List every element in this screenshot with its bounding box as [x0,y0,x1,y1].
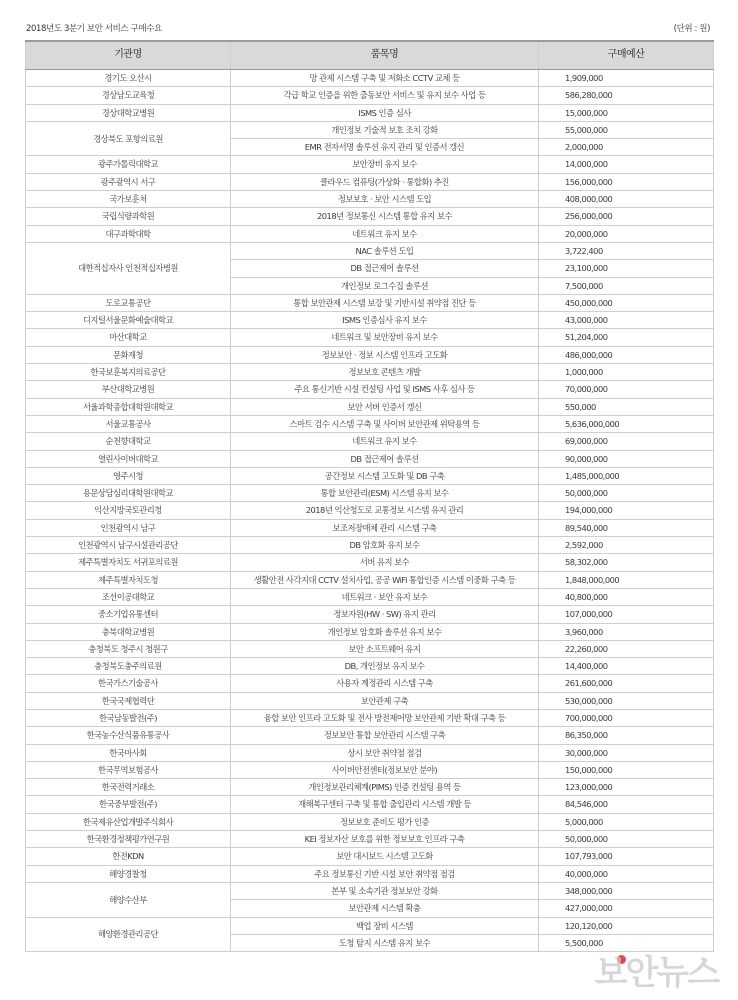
org-cell: 도로교통공단 [26,294,231,311]
table-row [26,242,714,259]
table-row [26,433,714,450]
org-cell: 한국무역보험공사 [26,761,231,778]
table-row [26,208,714,225]
org-cell: 대구과학대학 [26,225,231,242]
org-cell: 충청북도 청주시 청원구 [26,640,231,657]
budget-cell: 123,000,000 [539,779,714,796]
table-row [26,571,714,588]
table-row [26,294,714,311]
org-cell: 제주특별자치도 서귀포의료원 [26,554,231,571]
org-cell: 경기도 오산시 [26,70,231,87]
budget-cell: 408,000,000 [539,191,714,208]
org-cell: 경상북도 포항의료원 [26,121,231,156]
item-cell: 네트워크 · 보안 유지 보수 [231,588,539,605]
table-row [26,779,714,796]
table-row [26,346,714,363]
budget-cell: 20,000,000 [539,225,714,242]
org-cell: 한국중부발전(주) [26,796,231,813]
budget-cell: 348,000,000 [539,882,714,899]
item-cell: 백업 장비 시스템 [231,917,539,934]
table-row [26,104,714,121]
budget-cell: 14,000,000 [539,156,714,173]
item-cell: 보안 소프트웨어 유지 [231,640,539,657]
item-cell: KEI 정보자산 보호를 위한 정보보호 인프라 구축 [231,831,539,848]
org-cell: 문화재청 [26,346,231,363]
item-cell: 개인정보 로그수집 솔루션 [231,277,539,294]
item-cell: ISMS 인증 심사 [231,104,539,121]
budget-cell: 30,000,000 [539,744,714,761]
budget-cell: 3,722,400 [539,242,714,259]
org-cell: 해양경찰청 [26,865,231,882]
item-cell: 네트워크 유지 보수 [231,225,539,242]
org-cell: 한국가스기술공사 [26,675,231,692]
budget-cell: 50,000,000 [539,831,714,848]
budget-cell: 1,909,000 [539,70,714,87]
table-row [26,225,714,242]
org-cell: 한국제유산업개발주식회사 [26,813,231,830]
org-cell: 충북대학교병원 [26,623,231,640]
org-cell: 디지털서울문화예술대학교 [26,312,231,329]
org-cell: 경상대학교병원 [26,104,231,121]
budget-cell: 86,350,000 [539,727,714,744]
org-cell: 해양수산부 [26,882,231,917]
item-cell: 사용자 계정관리 시스템 구축 [231,675,539,692]
budget-cell: 261,600,000 [539,675,714,692]
org-cell: 서울교통공사 [26,415,231,432]
org-cell: 광주가톨릭대학교 [26,156,231,173]
table-row [26,882,714,899]
item-cell: 2018년 익산청도로 교통정보 시스템 유지 관리 [231,502,539,519]
budget-cell: 14,400,000 [539,658,714,675]
org-cell: 한국환경정책평가연구원 [26,831,231,848]
table-row [26,606,714,623]
item-cell: 보안관제 구축 [231,692,539,709]
table-row [26,865,714,882]
item-cell: 정보보호 · 보안 시스템 도입 [231,191,539,208]
header-item: 품목명 [231,41,539,70]
purchase-demand-table [25,40,714,952]
org-cell: 중소기업유통센터 [26,606,231,623]
table-row [26,519,714,536]
item-cell: 재해복구센터 구축 및 통합 출입관리 시스템 개발 등 [231,796,539,813]
budget-cell: 22,260,000 [539,640,714,657]
budget-cell: 486,000,000 [539,346,714,363]
budget-cell: 40,800,000 [539,588,714,605]
budget-cell: 120,120,000 [539,917,714,934]
item-cell: DB 암호화 유지 보수 [231,537,539,554]
budget-cell: 40,000,000 [539,865,714,882]
budget-cell: 1,485,000,000 [539,467,714,484]
budget-cell: 156,000,000 [539,173,714,190]
budget-cell: 427,000,000 [539,900,714,917]
budget-cell: 2,000,000 [539,139,714,156]
table-row [26,709,714,726]
item-cell: 망 관제 시스템 구축 및 저화소 CCTV 교체 등 [231,70,539,87]
item-cell: 정보자원(HW · SW) 유지 관리 [231,606,539,623]
budget-cell: 15,000,000 [539,104,714,121]
item-cell: DB 접근제어 솔루션 [231,260,539,277]
org-cell: 한국마사회 [26,744,231,761]
item-cell: 보안 서버 인증서 갱신 [231,398,539,415]
table-row [26,848,714,865]
org-cell: 영주시청 [26,467,231,484]
org-cell: 서울과학종합대학원대학교 [26,398,231,415]
table-row [26,467,714,484]
budget-cell: 256,000,000 [539,208,714,225]
header-org: 기관명 [26,41,231,70]
item-cell: 2018년 정보통신 시스템 통합 유지 보수 [231,208,539,225]
table-row [26,329,714,346]
item-cell: 서버 유지 보수 [231,554,539,571]
table-row [26,727,714,744]
table-row [26,312,714,329]
header-budget: 구매예산 [539,41,714,70]
table-row [26,796,714,813]
item-cell: 네트워크 유지 보수 [231,433,539,450]
item-cell: 본부 및 소속기관 정보보안 강화 [231,882,539,899]
org-cell: 대한적십자사 인천적십자병원 [26,242,231,294]
table-row [26,658,714,675]
item-cell: 네트워크 및 보안장비 유지 보수 [231,329,539,346]
table-caption: 2018년도 3분기 보안 서비스 구매수요 [26,24,162,34]
org-cell: 한국국제협력단 [26,692,231,709]
budget-cell: 150,000,000 [539,761,714,778]
item-cell: 주요 통신기반 시설 컨설팅 사업 및 ISMS 사후 심사 등 [231,381,539,398]
item-cell: 상시 보안 취약점 점검 [231,744,539,761]
item-cell: ISMS 인증심사 유지 보수 [231,312,539,329]
budget-cell: 51,204,000 [539,329,714,346]
budget-cell: 5,000,000 [539,813,714,830]
item-cell: 생활안전 사각지대 CCTV 설치사업, 공공 WiFi 통합인증 시스템 이중화 구축 등 [231,571,539,588]
table-row [26,450,714,467]
budget-cell: 89,540,000 [539,519,714,536]
item-cell: 정보보안 통합 보안관리 시스템 구축 [231,727,539,744]
org-cell: 충청북도충주의료원 [26,658,231,675]
table-body [26,70,714,952]
org-cell: 한국전력거래소 [26,779,231,796]
item-cell: DB, 개인정보 유지 보수 [231,658,539,675]
table-row [26,537,714,554]
item-cell: 주요 정보통신 기반 시설 보안 취약점 점검 [231,865,539,882]
item-cell: 정보보호 콘텐츠 개발 [231,364,539,381]
budget-cell: 50,000,000 [539,485,714,502]
item-cell: 사이버안전센터(정보보안 분야) [231,761,539,778]
org-cell: 국가보훈처 [26,191,231,208]
table-row [26,640,714,657]
org-cell: 조선이공대학교 [26,588,231,605]
item-cell: 공간정보 시스템 고도화 및 DB 구축 [231,467,539,484]
item-cell: 개인정보 기술적 보호 조치 강화 [231,121,539,138]
org-cell: 인천광역시 남구 [26,519,231,536]
table-row [26,502,714,519]
table-row [26,761,714,778]
item-cell: 정보보호 준비도 평가 인증 [231,813,539,830]
budget-cell: 194,000,000 [539,502,714,519]
budget-cell: 5,636,000,000 [539,415,714,432]
item-cell: 각급 학교 인증을 위한 출동보안 서비스 및 유지 보수 사업 등 [231,87,539,104]
table-row [26,692,714,709]
budget-cell: 700,000,000 [539,709,714,726]
budget-cell: 450,000,000 [539,294,714,311]
table-row [26,813,714,830]
org-cell: 용문상담심리대학원대학교 [26,485,231,502]
org-cell: 한국보훈복지의료공단 [26,364,231,381]
budget-cell: 550,000 [539,398,714,415]
item-cell: 통합 보안관리(ESM) 시스템 유지 보수 [231,485,539,502]
table-row [26,675,714,692]
org-cell: 익산지방국토관리청 [26,502,231,519]
item-cell: 개인정보 암호화 솔루션 유지 보수 [231,623,539,640]
budget-cell: 23,100,000 [539,260,714,277]
budget-cell: 2,592,000 [539,537,714,554]
table-row [26,364,714,381]
table-row [26,831,714,848]
org-cell: 한국농수산식품유통공사 [26,727,231,744]
table-row [26,121,714,138]
table-row [26,744,714,761]
budget-cell: 7,500,000 [539,277,714,294]
table-row [26,191,714,208]
item-cell: 보조저장매체 관리 시스템 구축 [231,519,539,536]
table-row [26,156,714,173]
table-row [26,588,714,605]
table-row [26,554,714,571]
org-cell: 제주특별자치도청 [26,571,231,588]
table-row [26,70,714,87]
item-cell: EMR 전자서명 솔루션 유지 관리 및 인증서 갱신 [231,139,539,156]
item-cell: 보안관제 시스템 확충 [231,900,539,917]
org-cell: 경상남도교육청 [26,87,231,104]
table-row [26,415,714,432]
org-cell: 마산대학교 [26,329,231,346]
item-cell: 보안장비 유지 보수 [231,156,539,173]
budget-cell: 107,000,000 [539,606,714,623]
table-row [26,87,714,104]
org-cell: 해양환경관리공단 [26,917,231,952]
table-row [26,398,714,415]
item-cell: 융합 보안 인프라 고도화 및 전사 방전제어망 보안관제 기반 확대 구축 등 [231,709,539,726]
budget-cell: 55,000,000 [539,121,714,138]
table-row [26,381,714,398]
org-cell: 순천향대학교 [26,433,231,450]
watermark-logo: 보안뉴스 [594,953,718,993]
budget-cell: 530,000,000 [539,692,714,709]
item-cell: 클라우드 컴퓨팅(가상화 · 통합화) 추진 [231,173,539,190]
org-cell: 부산대학교병원 [26,381,231,398]
budget-cell: 5,500,000 [539,934,714,951]
budget-cell: 58,302,000 [539,554,714,571]
item-cell: 정보보안 · 정보 시스템 인프라 고도화 [231,346,539,363]
budget-cell: 69,000,000 [539,433,714,450]
org-cell: 인천광역시 남구시설관리공단 [26,537,231,554]
budget-cell: 3,960,000 [539,623,714,640]
table-row [26,485,714,502]
budget-cell: 84,546,000 [539,796,714,813]
budget-cell: 90,000,000 [539,450,714,467]
budget-cell: 107,793,000 [539,848,714,865]
budget-cell: 1,000,000 [539,364,714,381]
item-cell: DB 접근제어 솔루션 [231,450,539,467]
unit-label: (단위 : 원) [673,24,710,34]
budget-cell: 586,280,000 [539,87,714,104]
item-cell: 도청 탐지 시스템 유지 보수 [231,934,539,951]
item-cell: 통합 보안관제 시스템 보강 및 기반시설 취약점 진단 등 [231,294,539,311]
budget-cell: 70,000,000 [539,381,714,398]
table-row [26,917,714,934]
org-cell: 열린사이버대학교 [26,450,231,467]
org-cell: 한전KDN [26,848,231,865]
org-cell: 광주광역시 서구 [26,173,231,190]
org-cell: 국립식량과학원 [26,208,231,225]
item-cell: 개인정보관리체계(PIMS) 인증 컨설팅 용역 등 [231,779,539,796]
table-header-row [26,41,714,70]
budget-cell: 43,000,000 [539,312,714,329]
table-row [26,173,714,190]
item-cell: NAC 솔루션 도입 [231,242,539,259]
item-cell: 보안 대시보드 시스템 고도화 [231,848,539,865]
budget-cell: 1,848,000,000 [539,571,714,588]
table-row [26,623,714,640]
org-cell: 한국남동발전(주) [26,709,231,726]
item-cell: 스마트 검수 시스템 구축 및 사이버 보안관제 위탁용역 등 [231,415,539,432]
